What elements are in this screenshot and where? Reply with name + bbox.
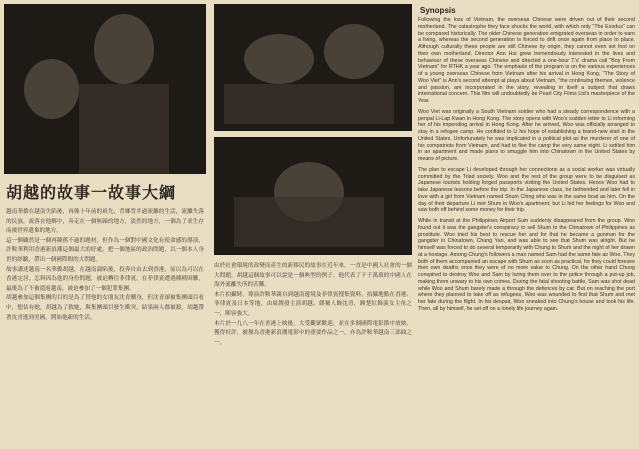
photo-couple [4,4,206,174]
left-paragraph: 故事講述越南一名華僑胡越，在越南淪陷後，投奔自由去到香港，原以為可以在香港定居，怎料因為他的身份問題，被迫轉往菲律賓，在菲律賓遭遇種種困難，最後為了不被遣返越南，被迫參加了一個犯罪集團。 [6,266,204,292]
synopsis-title: Synopsis [420,6,456,15]
middle-paragraph: 本片於一九八一年在香港上映後，大受觀眾歡迎，並在多個國際電影節中放映，獲得好評，被譽為香港新浪潮電影中的重要作品之一，亦為許鞍華越南三部曲之一。 [214,320,412,346]
article-headline: 胡越的故事一故事大綱 [6,183,177,202]
left-paragraph: 越南華僑在越南失陷後，再像十年前的祖先，背鄉背井過流離的生活，流離失落的民族，流落在他鄉中，奔走在一個無歸的地方，淡然的地方，一個為了求生存而被世界遺棄的地方。 [6,209,204,235]
synopsis-column [418,2,635,447]
synopsis-paragraph: Following the loss of Vietnam, the overseas Chinese were driven out of their second motherland. The catastrophe they face shocks the world, with which only "The Exodus" can be compared historically. The older Chinese generation emigrated overseas in order to earn a living, whereas the second generation is forced to drift once again from place to place. Although culturally these people are still Chinese by origin, they cannot even set foot on their own motherland. Director Ann Hui grew tremendously interested in the lives and behaviour of these overseas Chinese and directed a one-hour T.V. drama call "Boy From Vietnam" for RTHK a year ago. The emphasis of the program is on the various experiences of a young overseas Chinese from Vietnam after his arrival in Hong Kong. "The Story of Woo Viet" is Ann's second attempt at plays about Vietnam, "the continuing themes, violence and passion, are incorporated in the story, revealing in itself a subject that draws international concern. This film will undoubtedly be Pearl City Films Ltd's masterpiece of the Year. [418,17,635,104]
photo-group [214,4,412,131]
synopsis-paragraph: The plan to escape Li developed through her connections as a social worker was virtually committed by the Triad society. Woo and the rest of the group were to be disguised as Japanese tourists holding forged passports visiting the United States. Hence Woo had to take Japanese lessons before the trip. In the Japanese class, he befriended and later fell in love with a girl from Vietnam named Shum Ching who was in the same boat as him. On the day of their departure Li met Shum in Woo's apartment, but Li hid her feelings for Woo and saw both off behind some money for their trip. [418,166,635,214]
photo-car-scene [214,137,412,255]
chinese-text-middle-column [214,262,412,446]
middle-paragraph: 本片拍攝時，導演許鞍華親自到越南邊境及菲律賓搜集資料，拍攝地點在香港、菲律賓及日本等地，由周潤發主演胡越，繆騫人飾沈青，鍾楚紅飾演女主角之一，陣容強大。 [214,291,412,317]
synopsis-paragraph: Woo Viet was originally a South Vietnam soldier who had a steady correspondence with a penpal Li-Lap Kwan in Hong Kong. The story opens with Woo's sudden letter to Li informing her of his impending arrival in Hong Kong. After he arrived, Woo was officially arranged to stay in a refugee camp. He confided to Li his hope of establishing a brand-new start in the United States. Unfortunately he was implicated in a political plot as the murderer of one of his compatriots from Vietnam, and had to flee the camp the very same night. Li settled him in an apartment and made plans to smuggle him into Chinatown in the United States by means of picture. [418,108,635,162]
chinese-text-left-column [6,208,204,446]
left-paragraph: 這一個雖然是一個再陳舊不過的題材，但作為一個對中國文化有使命感的導演，許鞍華利用香港新浪潮這個最大的好處，把一個地區的政治問題，以一個本人身世的經驗，帶出一個國際間的大問題。 [6,237,204,263]
middle-paragraph: 由於社會環境的改變而產生的新移民的故事在近年來，一直是中國人社會的一個大問題，胡越這個故事可以說是一個典型的例子，他代表了千千萬萬的中國人在海外流離失所的苦難。 [214,263,412,289]
synopsis-paragraph: While in transit at the Philippines Airport Sum suddenly disappeared from the group. Woo found out it was the gangster's conspiracy to sell Shum to the Chinatown of Philippines as prostitute. Woo tried his best to rescue her and for that he became a gunman for the gangster in Chinatown, Chung Yan, and was able to see that Shum was alright. But he himself was forced to do several temporarily with Chung to Shum and the night of her drawn at a hostage. Among Chung's followers a man named Sam had the same fate as Woo. They both of them accompanied an escape with Shum as soon as practical, for they could foresee their own deaths once they were of no more value to Chung. On the other hand Chung conspired to destroy Woo and Sam by luring them over to the police through a put-up job, making them unwary to his own crimes. During the fatal shooting battle, Sam was shot dead while Woo and Shum barely made a through the defences by car. But on reaching the port where they planned to take off as refugees, Woo was wounded to find that Shum and met her fate during the flight. In his despair, Woo sneaked into Chung's house and took his life. Then, all by himself, he set off on a lonely life journey again. [418,218,635,312]
left-paragraph: 胡越參加這個集團的目的是為了替他的女朋友沈青贖身，但沈青卻被集團頭目看中，想佔有她，胡越為了救她，與集團頭目發生衝突，結果兩人都被殺，胡越帶著沈青逃到美國，開始他新的生活。 [6,295,204,321]
